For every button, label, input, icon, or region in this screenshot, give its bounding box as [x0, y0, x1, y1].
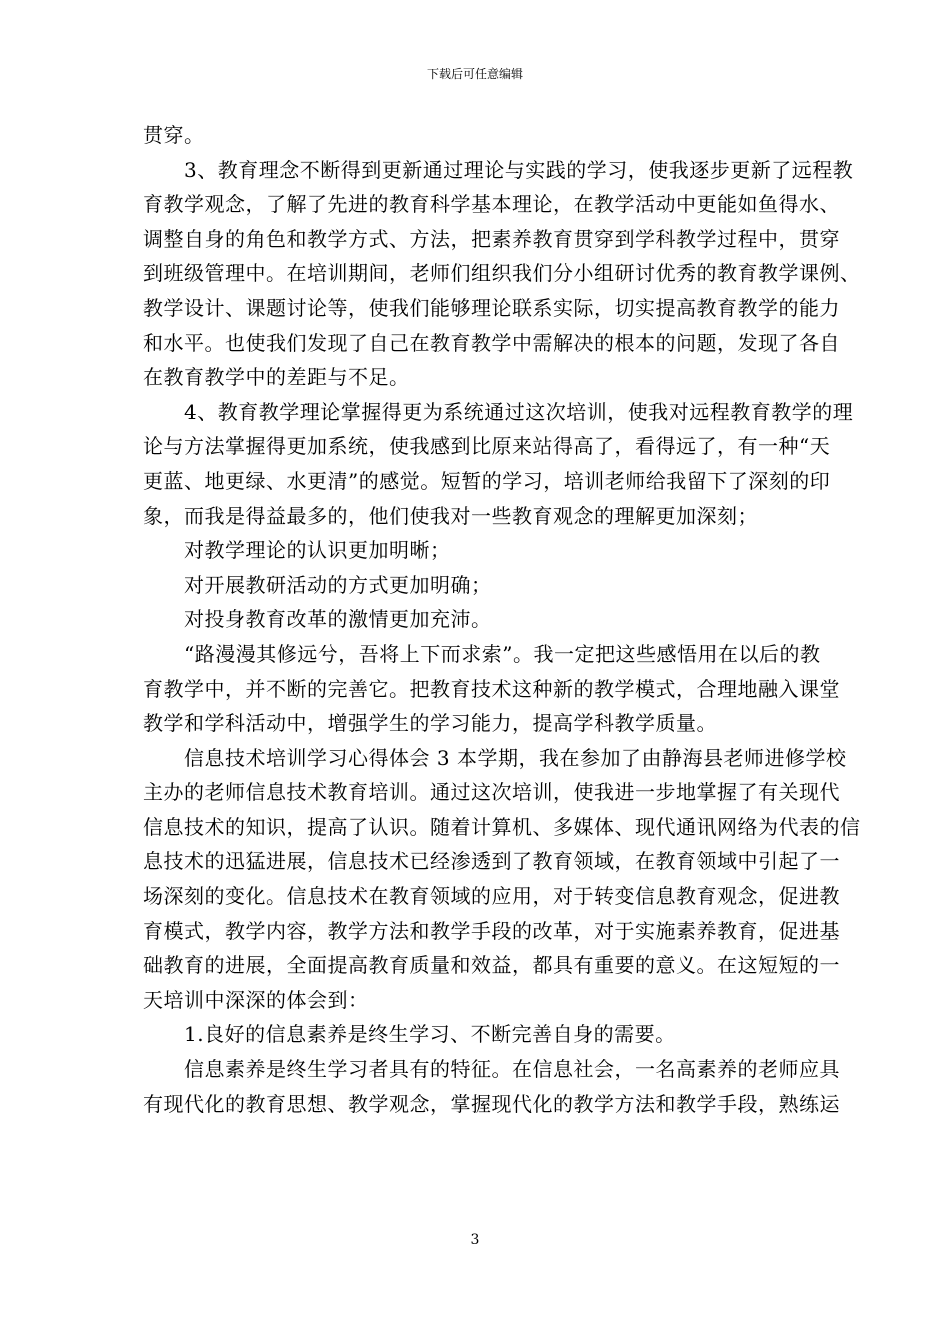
- text-line: 础教育的进展，全面提高教育质量和效益，都具有重要的意义。在这短短的一: [143, 953, 840, 978]
- page-header: 下载后可任意编辑: [426, 67, 523, 81]
- paragraph-start-line: 对投身教育改革的激情更加充沛。: [184, 607, 492, 632]
- text-line: 教学和学科活动中，增强学生的学习能力，提高学科教学质量。: [143, 711, 717, 736]
- paragraph-start-line: 对教学理论的认识更加明晰；: [184, 538, 451, 563]
- page-number: 3: [470, 1232, 480, 1248]
- paragraph-start-line: 1.良好的信息素养是终生学习、不断完善自身的需要。: [184, 1022, 676, 1047]
- text-line: 育模式，教学内容，教学方法和教学手段的改革，对于实施素养教育，促进基: [143, 918, 840, 943]
- text-line: 贯穿。: [143, 123, 205, 147]
- paragraph-start-line: 4、教育教学理论掌握得更为系统通过这次培训，使我对远程教育教学的理: [184, 399, 854, 424]
- text-line: 息技术的迅猛进展，信息技术已经渗透到了教育领域，在教育领域中引起了一: [143, 849, 840, 874]
- paragraph-start-line: 信息技术培训学习心得体会 3 本学期，我在参加了由静海县老师进修学校: [184, 745, 847, 770]
- paragraph-start-line: 对开展教研活动的方式更加明确；: [184, 572, 492, 597]
- text-line: 天培训中深深的体会到：: [143, 987, 369, 1012]
- paragraph-start-line: “路漫漫其修远兮，吾将上下而求索”。我一定把这些感悟用在以后的教: [184, 641, 821, 666]
- text-line: 和水平。也使我们发现了自己在教育教学中需解决的根本的问题，发现了各自: [143, 330, 840, 355]
- text-line: 育教学观念，了解了先进的教育科学基本理论，在教学活动中更能如鱼得水、: [143, 192, 840, 217]
- body-text: [143, 118, 861, 1121]
- text-line: 论与方法掌握得更加系统，使我感到比原来站得高了，看得远了，有一种“天: [143, 434, 831, 459]
- text-line: 在教育教学中的差距与不足。: [143, 365, 410, 390]
- text-line: 信息技术的知识，提高了认识。随着计算机、多媒体、现代通讯网络为代表的信: [143, 814, 861, 839]
- text-line: 象，而我是得益最多的，他们使我对一些教育观念的理解更加深刻；: [143, 503, 758, 528]
- text-line: 场深刻的变化。信息技术在教育领域的应用，对于转变信息教育观念，促进教: [143, 884, 840, 909]
- text-line: 更蓝、地更绿、水更清”的感觉。短暂的学习，培训老师给我留下了深刻的印: [143, 468, 831, 493]
- text-line: 育教学中，并不断的完善它。把教育技术这种新的教学模式，合理地融入课堂: [143, 676, 840, 701]
- paragraph-start-line: 信息素养是终生学习者具有的特征。在信息社会，一名高素养的老师应具: [184, 1057, 840, 1082]
- text-line: 到班级管理中。在培训期间，老师们组织我们分小组研讨优秀的教育教学课例、: [143, 261, 861, 286]
- text-line: 调整自身的角色和教学方式、方法，把素养教育贯穿到学科教学过程中，贯穿: [143, 226, 840, 251]
- text-line: 主办的老师信息技术教育培训。通过这次培训，使我进一步地掌握了有关现代: [143, 780, 840, 805]
- paragraph-start-line: 3、教育理念不断得到更新通过理论与实践的学习，使我逐步更新了远程教: [184, 157, 854, 182]
- text-line: 有现代化的教育思想、教学观念，掌握现代化的教学方法和教学手段，熟练运: [143, 1091, 840, 1116]
- text-line: 教学设计、课题讨论等，使我们能够理论联系实际，切实提高教育教学的能力: [143, 295, 840, 320]
